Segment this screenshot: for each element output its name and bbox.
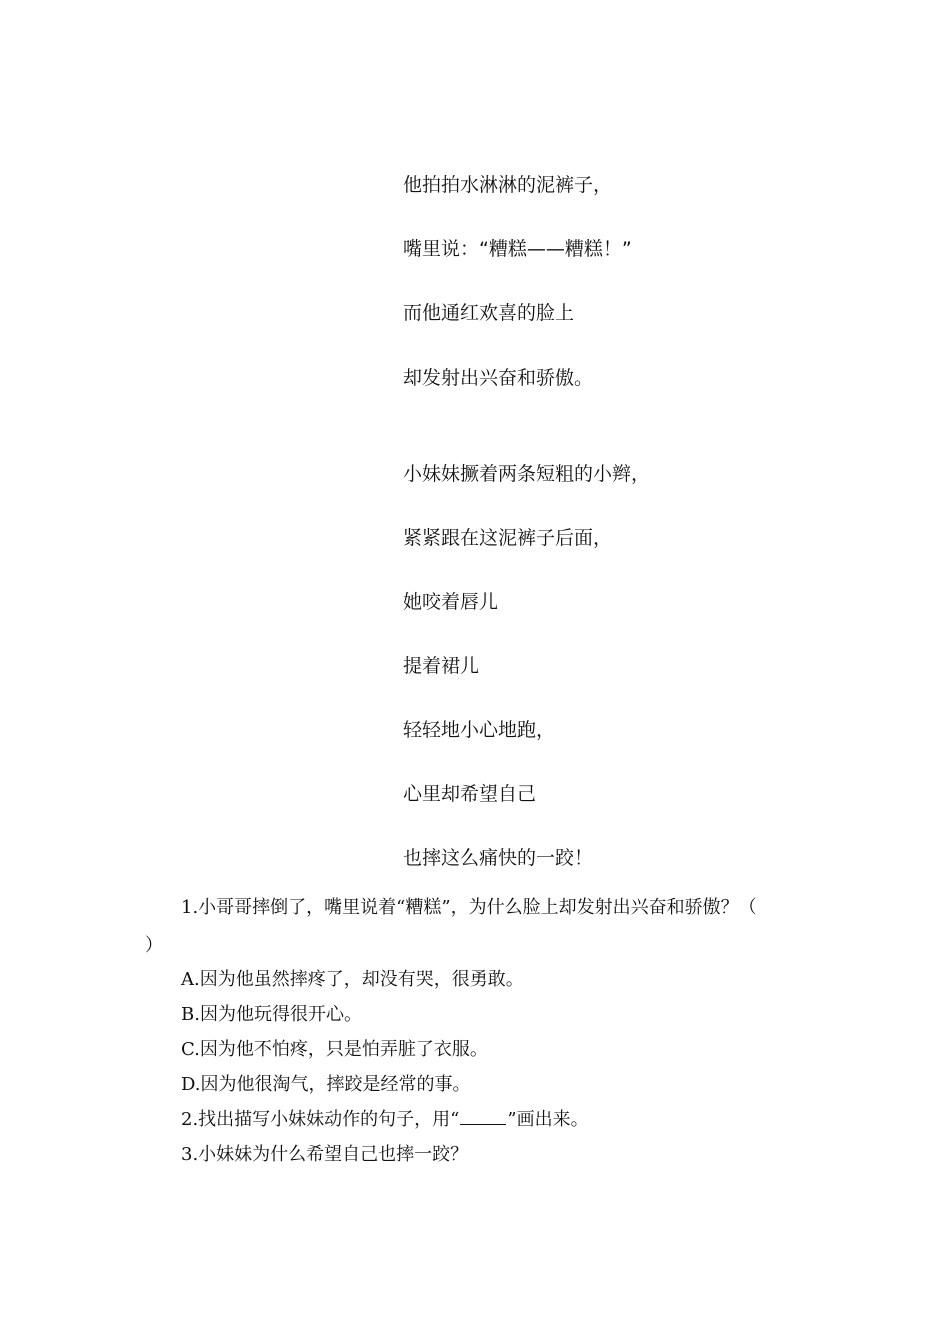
option-b: B.因为他玩得很开心。 [181,1004,362,1025]
underline-blank [460,1110,506,1125]
question-2-suffix: ”画出来。 [507,1109,589,1130]
poem-line: 却发射出兴奋和骄傲。 [403,367,594,389]
poem-line: 嘴里说：“糟糕——糟糕！” [403,238,632,260]
option-d: D.因为他很淘气，摔跤是经常的事。 [181,1074,471,1095]
poem-line: 她咬着唇儿 [403,591,499,613]
poem-line: 心里却希望自己 [403,783,537,805]
question-2 [181,1105,589,1131]
poem-line: 他拍拍水淋淋的泥裤子， [403,174,613,196]
poem-line: 小妹妹撅着两条短粗的小辫， [403,463,651,485]
poem-line: 而他通红欢喜的脸上 [403,302,575,324]
poem-line: 也摔这么痛快的一跤！ [403,847,594,869]
question-2-prefix: 2.找出描写小妹妹动作的句子，用“ [181,1109,460,1130]
question-1: 1.小哥哥摔倒了，嘴里说着“糟糕”，为什么脸上却发射出兴奋和骄傲？（ [181,897,757,918]
question-3: 3.小妹妹为什么希望自己也摔一跤？ [181,1144,469,1165]
option-a: A.因为他虽然摔疼了，却没有哭，很勇敢。 [181,969,524,990]
poem-line: 紧紧跟在这泥裤子后面， [403,527,613,549]
poem-line: 提着裙儿 [403,655,480,677]
question-1-answer-bracket: ） [145,935,163,956]
poem-line: 轻轻地小心地跑， [403,719,556,741]
option-c: C.因为他不怕疼，只是怕弄脏了衣服。 [181,1039,488,1060]
